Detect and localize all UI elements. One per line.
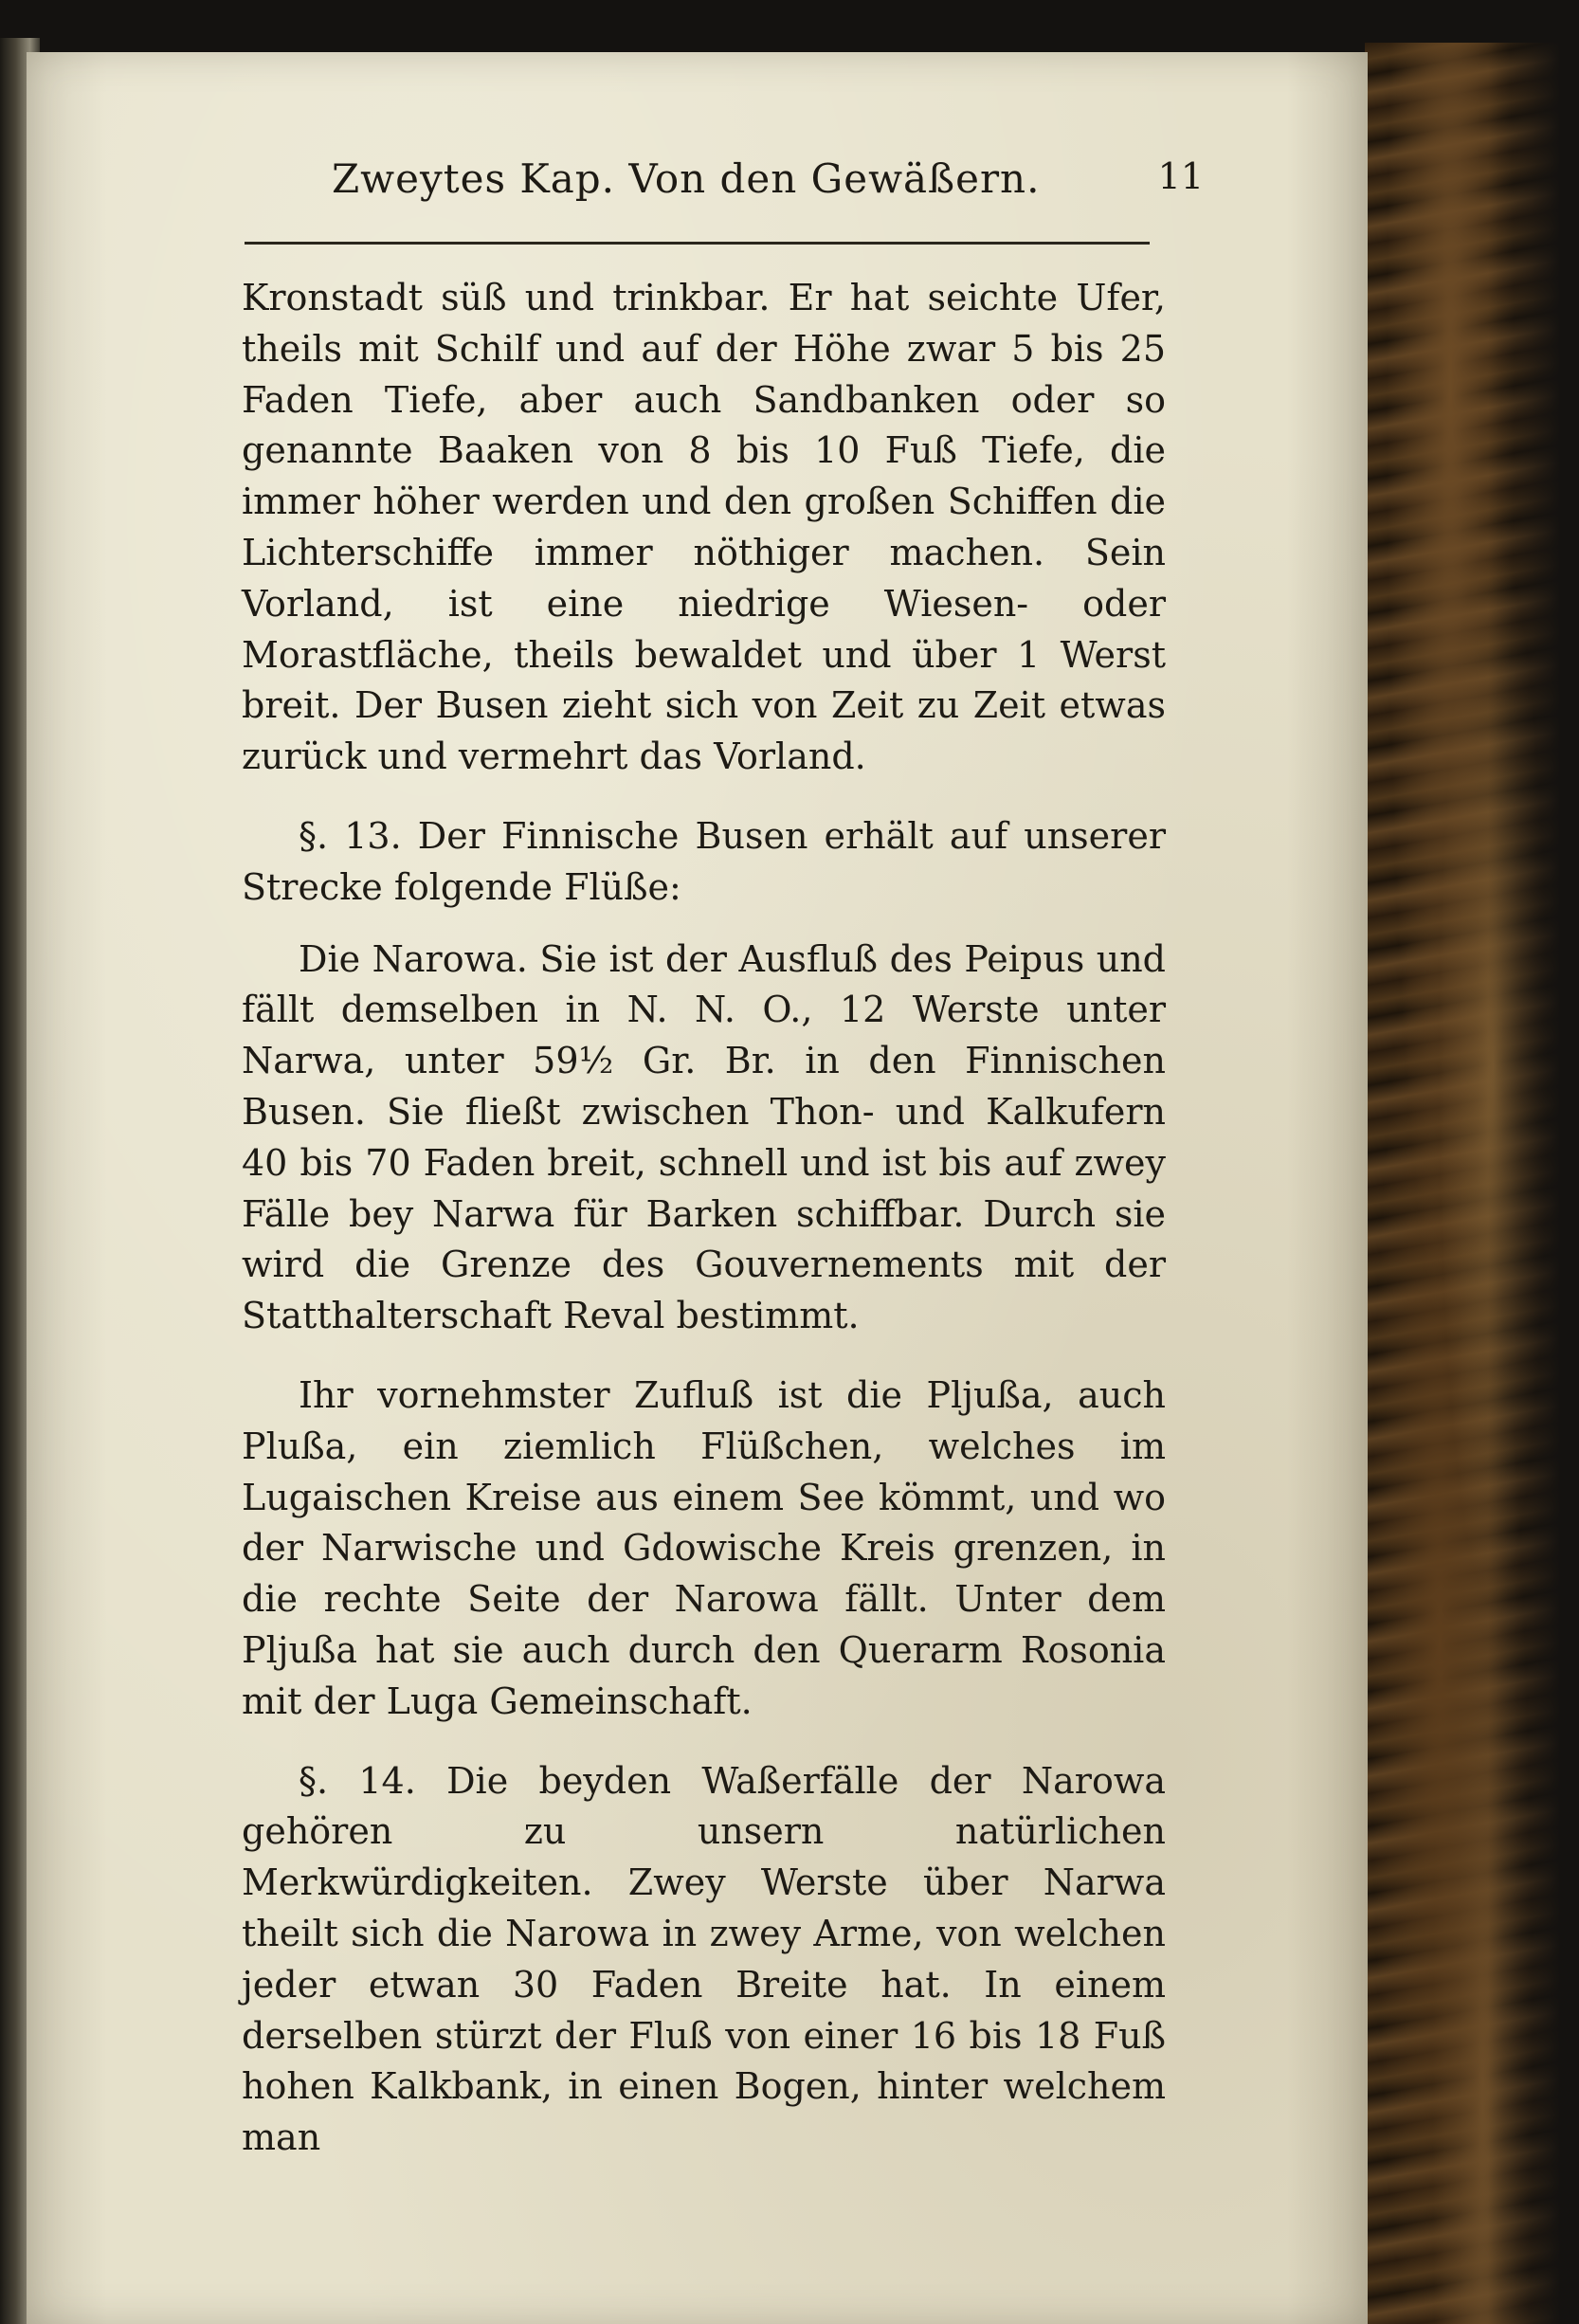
paragraph-section-14: §. 14. Die beyden Waßerfälle der Narowa gehören zu unsern natürlichen Merkwürdigkeiten. Zwey Werste über Narwa theilt sich die Narowa in zwey Arme, von welchen jeder etwan 30 Faden Breite hat. In einem derselben stürzt der Fluß von einer 16 bis 18 Fuß hohen Kalkbank, in einen Bogen, hinter welchem man — [242, 1759, 1166, 2159]
page-number: 11 — [1157, 155, 1204, 197]
header-rule — [245, 242, 1150, 245]
running-title: Zweytes Kap. Von den Gewäßern. — [332, 155, 1041, 202]
body-text — [242, 273, 1166, 2185]
binding-shadow — [1488, 0, 1579, 2324]
page-header — [246, 152, 1204, 218]
paragraph-continuation: Kronstadt süß und trinkbar. Er hat seichte Ufer, theils mit Schilf und auf der Höhe zwar 5 bis 25 Faden Tiefe, aber auch Sandbanken oder so genannte Baaken von 8 bis 10 Fuß Tiefe, die immer höher werden und den großen Schiffen die Lichterschiffe immer nöthiger machen. Sein Vorland, ist eine niedrige Wiesen- oder Morastfläche, theils bewaldet und über 1 Werst breit. Der Busen zieht sich von Zeit zu Zeit etwas zurück und vermehrt das Vorland. — [242, 277, 1166, 778]
paragraph-pljussa: Ihr vornehmster Zufluß ist die Pljußa, auch Plußa, ein ziemlich Flüßchen, welches im Lugaischen Kreise aus einem See kömmt, und wo der Narwische und Gdowische Kreis grenzen, in die rechte Seite der Narowa fällt. Unter dem Pljußa hat sie auch durch den Querarm Rosonia mit der Luga Gemeinschaft. — [242, 1373, 1166, 1722]
paragraph-section-13: §. 13. Der Finnische Busen erhält auf unserer Strecke folgende Flüße: — [242, 814, 1166, 908]
paragraph-narowa: Die Narowa. Sie ist der Ausfluß des Peipus und fällt demselben in N. N. O., 12 Werste unter Narwa, unter 59½ Gr. Br. in den Finnischen Busen. Sie fließt zwischen Thon- und Kalkufern 40 bis 70 Faden breit, schnell und ist bis auf zwey Fälle bey Narwa für Barken schiffbar. Durch sie wird die Grenze des Gouvernements mit der Statthalterschaft Reval bestimmt. — [242, 937, 1166, 1337]
